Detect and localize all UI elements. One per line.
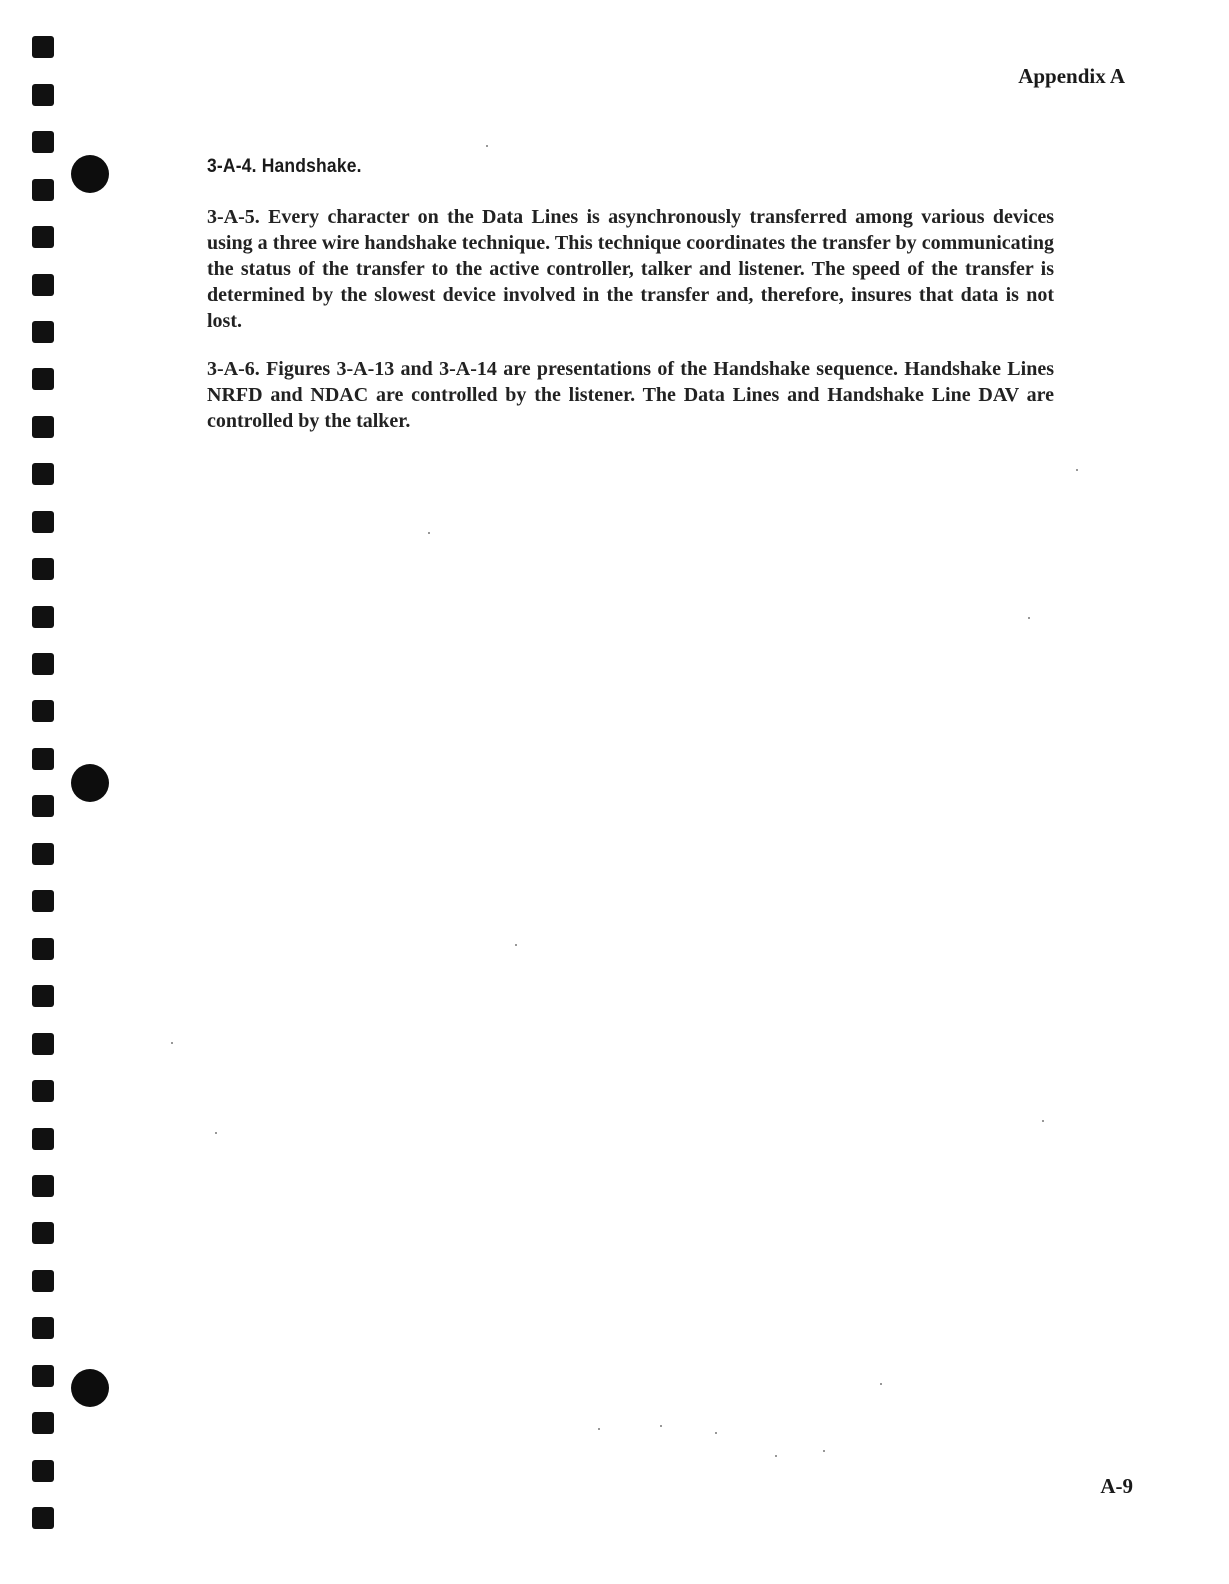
binding-square (32, 1412, 54, 1434)
binding-square (32, 653, 54, 675)
binding-strip (0, 0, 130, 1584)
scan-speck (486, 145, 488, 147)
scan-speck (660, 1425, 662, 1427)
binding-square (32, 1080, 54, 1102)
punch-hole (71, 764, 109, 802)
appendix-header: Appendix A (1018, 64, 1125, 88)
binding-square (32, 511, 54, 533)
binding-square (32, 938, 54, 960)
binding-square (32, 1270, 54, 1292)
scan-speck (1076, 469, 1078, 471)
scan-speck (823, 1450, 825, 1452)
main-content (207, 156, 1054, 456)
binding-square (32, 748, 54, 770)
binding-square (32, 843, 54, 865)
binding-square (32, 1033, 54, 1055)
binding-square (32, 1175, 54, 1197)
binding-square (32, 463, 54, 485)
binding-square (32, 274, 54, 296)
scan-speck (428, 532, 430, 534)
binding-square (32, 890, 54, 912)
binding-square (32, 226, 54, 248)
scan-speck (171, 1042, 173, 1044)
paragraph: 3-A-5. Every character on the Data Lines is asynchronously transferred among various devices using a three wire handshake technique. This technique coordinates the transfer by communicating the status of the transfer to the active controller, talker and listener. The speed of the transfer is determined by the slowest device involved in the transfer and, therefore, insures that data is not lost. (207, 206, 1054, 332)
binding-square (32, 1460, 54, 1482)
section-heading: 3-A-4. Handshake. (207, 156, 362, 177)
binding-square (32, 558, 54, 580)
binding-square (32, 416, 54, 438)
paragraph: 3-A-6. Figures 3-A-13 and 3-A-14 are presentations of the Handshake sequence. Handshake Lines NRFD and NDAC are controlled by the listener. The Data Lines and Handshake Line DAV are controlled by the talker. (207, 358, 1054, 432)
scan-speck (215, 1132, 217, 1134)
scan-speck (515, 944, 517, 946)
binding-square (32, 700, 54, 722)
binding-square (32, 1222, 54, 1244)
binding-square (32, 131, 54, 153)
binding-square (32, 985, 54, 1007)
binding-square (32, 1128, 54, 1150)
binding-square (32, 1507, 54, 1529)
binding-square (32, 179, 54, 201)
scan-speck (1042, 1120, 1044, 1122)
scan-speck (1028, 617, 1030, 619)
scan-speck (775, 1455, 777, 1457)
punch-hole (71, 1369, 109, 1407)
scan-speck (880, 1383, 882, 1385)
binding-square (32, 321, 54, 343)
binding-square (32, 1317, 54, 1339)
binding-square (32, 795, 54, 817)
punch-hole (71, 155, 109, 193)
binding-square (32, 36, 54, 58)
binding-square (32, 606, 54, 628)
binding-square (32, 368, 54, 390)
scan-speck (715, 1432, 717, 1434)
binding-square (32, 1365, 54, 1387)
binding-square (32, 84, 54, 106)
page-number: A-9 (1100, 1474, 1133, 1498)
scan-speck (598, 1428, 600, 1430)
